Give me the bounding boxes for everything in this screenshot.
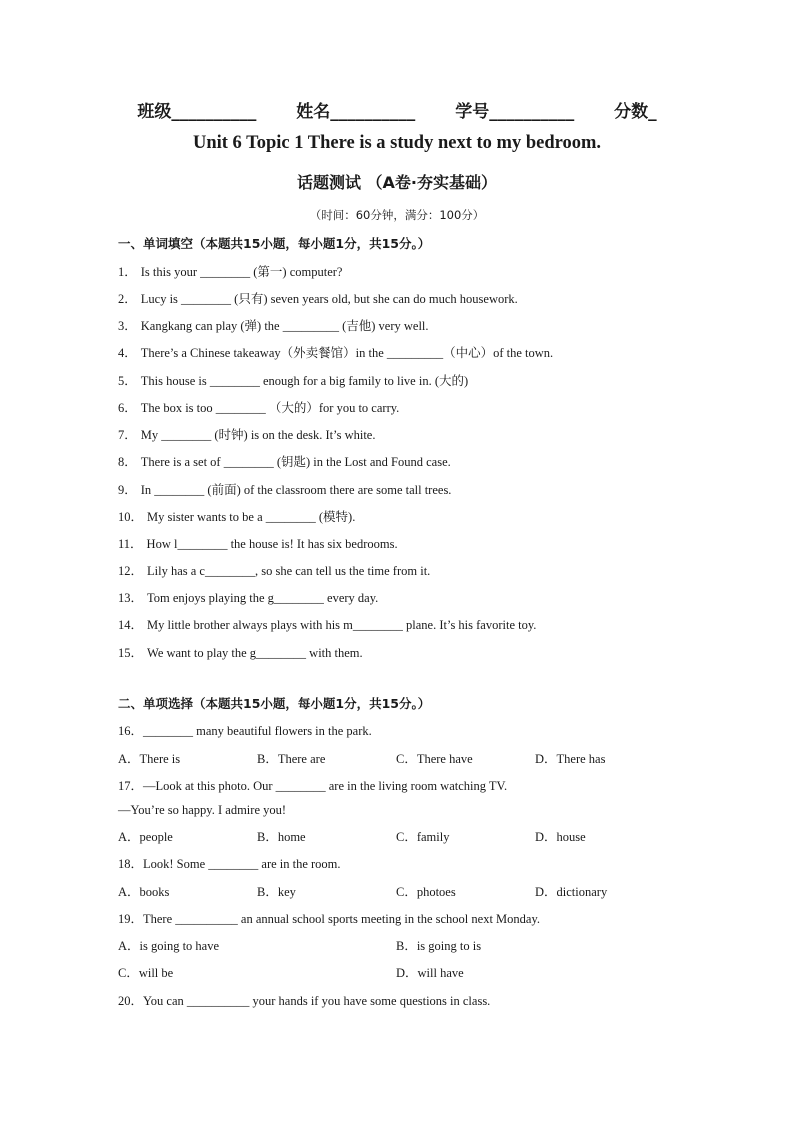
question-number: 9． <box>118 483 137 497</box>
question-19-stem: 19．There __________ an annual school sports meeting in the school next Monday. <box>118 912 541 926</box>
question-item <box>118 343 553 361</box>
question-item <box>118 425 375 443</box>
unit-title: Unit 6 Topic 1 There is a study next to my bedroom. <box>192 133 602 153</box>
question-item <box>118 262 342 280</box>
question-20-stem: 20．You can __________ your hands if you have some questions in class. <box>118 994 491 1008</box>
question-item <box>118 588 378 606</box>
question-text: The box is too ________ （大的）for you to carry. <box>140 401 400 415</box>
question-number: 8． <box>118 455 137 469</box>
exam-meta: （时间：60分钟，满分：100分） <box>309 208 485 222</box>
question-number: 13． <box>118 591 144 605</box>
question-item <box>118 643 363 661</box>
question-number: 14． <box>118 618 144 632</box>
question-text: How l________ the house is! It has six bedrooms. <box>146 537 398 551</box>
question-number: 11． <box>118 537 143 551</box>
option-d[interactable]: D．will have <box>396 966 464 980</box>
question-text: Lily has a c________, so she can tell us the time from it. <box>147 564 431 578</box>
option-b[interactable]: B．key <box>257 885 296 899</box>
option-b[interactable]: B．home <box>257 830 306 844</box>
question-number: 15． <box>118 646 144 660</box>
question-number: 5． <box>118 374 137 388</box>
class-field[interactable]: 班级__________ <box>137 102 257 122</box>
question-17-stem: 17．—Look at this photo. Our ________ are in the living room watching TV. <box>118 779 508 793</box>
option-c[interactable]: C．There have <box>396 752 473 766</box>
question-item <box>118 398 399 416</box>
question-number: 12． <box>118 564 144 578</box>
question-text: There is a set of ________ (钥匙) in the Lost and Found case. <box>140 455 451 469</box>
question-text: Tom enjoys playing the g________ every day. <box>147 591 379 605</box>
question-text: Kangkang can play (弹) the _________ (吉他) very well. <box>140 319 429 333</box>
question-18-stem: 18．Look! Some ________ are in the room. <box>118 857 341 871</box>
option-a[interactable]: A．is going to have <box>118 939 220 953</box>
option-a[interactable]: A．There is <box>118 752 181 766</box>
question-item <box>118 452 451 470</box>
option-b[interactable]: B．There are <box>257 752 326 766</box>
student-info-line <box>0 97 794 122</box>
option-c[interactable]: C．will be <box>118 966 174 980</box>
question-item <box>118 615 536 633</box>
score-field[interactable]: 分数_ <box>614 102 657 122</box>
option-d[interactable]: D．There has <box>535 752 606 766</box>
question-text: Lucy is ________ (只有) seven years old, but she can do much housework. <box>140 292 518 306</box>
section2-title: 二、单项选择（本题共15小题，每小题1分，共15分。） <box>118 696 431 711</box>
question-item <box>118 480 451 498</box>
section1-title: 一、单词填空（本题共15小题，每小题1分，共15分。） <box>118 236 431 251</box>
option-a[interactable]: A．books <box>118 885 170 899</box>
option-d[interactable]: D．house <box>535 830 586 844</box>
question-item <box>118 507 355 525</box>
question-text: There’s a Chinese takeaway（外卖餐馆）in the _________（中心）of the town. <box>140 346 554 360</box>
test-subtitle: 话题测试 （A卷·夯实基础） <box>296 173 498 192</box>
question-text: My sister wants to be a ________ (模特). <box>147 510 356 524</box>
question-number: 2． <box>118 292 137 306</box>
option-d[interactable]: D．dictionary <box>535 885 608 899</box>
option-c[interactable]: C．family <box>396 830 450 844</box>
question-number: 1． <box>118 265 137 279</box>
question-text: This house is ________ enough for a big family to live in. (大的) <box>140 374 469 388</box>
question-item <box>118 316 429 334</box>
question-16-stem: 16．________ many beautiful flowers in the park. <box>118 724 372 738</box>
question-number: 6． <box>118 401 137 415</box>
option-a[interactable]: A．people <box>118 830 173 844</box>
question-item <box>118 534 398 552</box>
question-number: 4． <box>118 346 137 360</box>
question-item <box>118 371 468 389</box>
question-item <box>118 289 518 307</box>
question-17-reply: —You’re so happy. I admire you! <box>118 803 287 817</box>
question-text: We want to play the g________ with them. <box>147 646 363 660</box>
question-number: 7． <box>118 428 137 442</box>
question-text: My little brother always plays with his m________ plane. It’s his favorite toy. <box>147 618 537 632</box>
option-c[interactable]: C．photoes <box>396 885 456 899</box>
question-text: Is this your ________ (第一) computer? <box>140 265 343 279</box>
question-item <box>118 561 430 579</box>
student-id-field[interactable]: 学号__________ <box>455 102 575 122</box>
option-b[interactable]: B．is going to is <box>396 939 482 953</box>
question-number: 10． <box>118 510 144 524</box>
question-text: My ________ (时钟) is on the desk. It’s white. <box>140 428 376 442</box>
question-number: 3． <box>118 319 137 333</box>
question-text: In ________ (前面) of the classroom there are some tall trees. <box>140 483 452 497</box>
name-field[interactable]: 姓名__________ <box>296 102 416 122</box>
